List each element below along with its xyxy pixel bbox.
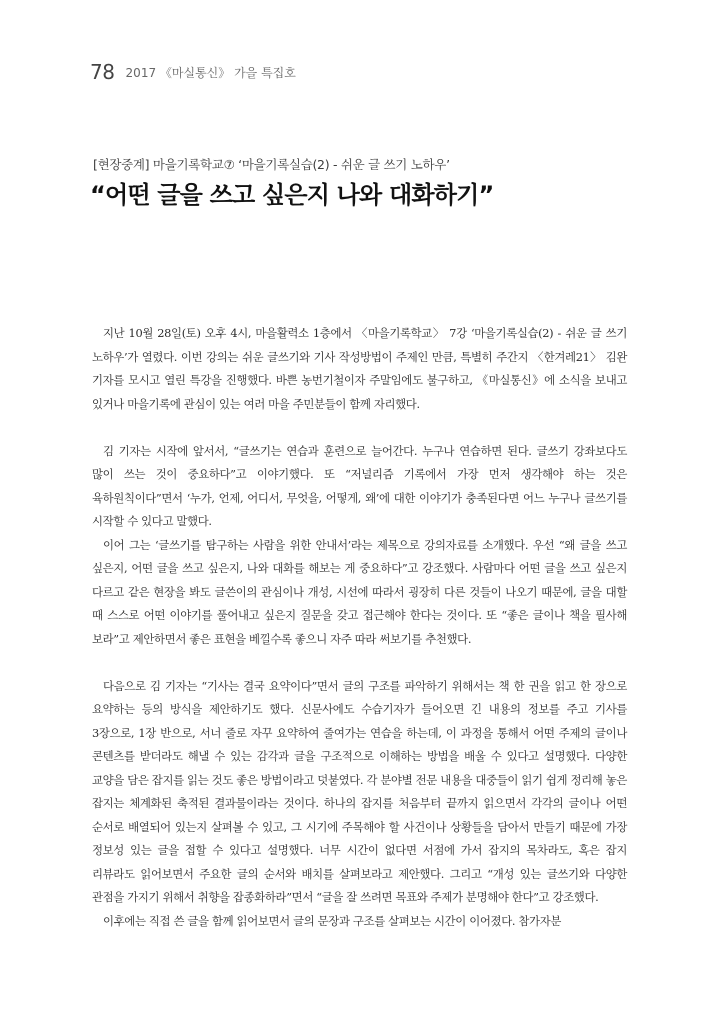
body-paragraph: 지난 10월 28일(토) 오후 4시, 마을활력소 1층에서 〈마을기록학교〉 7강 ‘마을기록실습(2) - 쉬운 글 쓰기 노하우’가 열렸다. 이번 강의는 쉬운 글쓰기와 기사 작성방법이 주제인 만큼, 특별히 주간지 〈한겨레21〉 김완 기자를 모시고 열린 특강을 진행했다. 바쁜 농번기철이자 주말임에도 불구하고, 《마실통신》에 소식을 보내고 있거나 마을기록에 관심이 있는 여러 마을 주민분들이 함께 자리했다. [92,326,627,411]
running-header [90,60,296,84]
body-paragraph: 이후에는 직접 쓴 글을 함께 읽어보면서 글의 문장과 구조를 살펴보는 시간이 이어졌다. 참가자분 [103,913,562,928]
article-headline: “어떤 글을 쓰고 싶은지 나와 대화하기” [90,181,494,209]
body-paragraph: 다음으로 김 기자는 “기사는 결국 요약이다”면서 글의 구조를 파악하기 위해서는 책 한 권을 읽고 한 장으로 요약하는 등의 방식을 제안하기도 했다. 신문사에도 수습기자가 들어오면 긴 내용의 정보를 주고 기사를 3장으로, 1장 반으로, 서너 줄로 자꾸 요약하여 줄여가는 연습을 하는데, 이 과정을 통해서 어떤 주제의 글이나 콘텐츠를 받더라도 해낼 수 있는 감각과 글을 구조적으로 이해하는 방법을 배울 수 있다고 설명했다. 다양한 교양을 담은 잡지를 읽는 것도 좋은 방법이라고 덧붙였다. 각 분야별 전문 내용을 대중들이 읽기 쉽게 정리해 놓은 잡지는 체계화된 축적된 결과물이라는 것이다. 하나의 잡지를 처음부터 끝까지 읽으면서 각각의 글이나 어떤 순서로 배열되어 있는지 살펴볼 수 있고, 그 시기에 주목해야 할 사건이나 상황들을 담아서 만들기 때문에 가장 정보성 있는 글을 접할 수 있다고 설명했다. 너무 시간이 없다면 서점에 가서 잡지의 목차라도, 혹은 잡지 리뷰라도 읽어보면서 주요한 글의 순서와 배치를 살펴보라고 제안했다. 그리고 “개성 있는 글쓰기와 다양한 관점을 가지기 위해서 취향을 잡종화하라”면서 “글을 잘 쓰려면 목표와 주제가 분명해야 한다”고 강조했다. [92,678,628,904]
article-kicker: [현장중계] 마을기록학교⑦ ‘마을기록실습(2) - 쉬운 글 쓰기 노하우’ [93,157,450,172]
page-number: 78 [90,60,115,84]
issue-title: 2017 《마실통신》 가을 특집호 [125,66,296,80]
article-body [92,322,627,933]
body-paragraph: 이어 그는 ‘글쓰기를 탐구하는 사람을 위한 안내서’라는 제목으로 강의자료를 소개했다. 우선 “왜 글을 쓰고 싶은지, 어떤 글을 쓰고 싶은지, 나와 대화를 해보는 게 중요하다”고 강조했다. 사람마다 어떤 글을 쓰고 싶은지 다르고 같은 현장을 봐도 글쓴이의 관심이나 개성, 시선에 따라서 굉장히 다른 것들이 나오기 때문에, 글을 대할 때 스스로 어떤 이야기를 풀어내고 싶은지 질문을 갖고 접근해야 한다는 것이다. 또 “좋은 글이나 책을 필사해 보라”고 제안하면서 좋은 표현을 베낄수록 좋으니 자주 따라 써보기를 추천했다. [92,537,627,646]
body-paragraph: 김 기자는 시작에 앞서서, “글쓰기는 연습과 훈련으로 늘어간다. 누구나 연습하면 된다. 글쓰기 강좌보다도 많이 쓰는 것이 중요하다”고 이야기했다. 또 “저널리즘 기록에서 가장 먼저 생각해야 하는 것은 육하원칙이다”면서 ‘누가, 언제, 어디서, 무엇을, 어떻게, 왜’에 대한 이야기가 충족된다면 어느 누구나 글쓰기를 시작할 수 있다고 말했다. [92,443,627,528]
